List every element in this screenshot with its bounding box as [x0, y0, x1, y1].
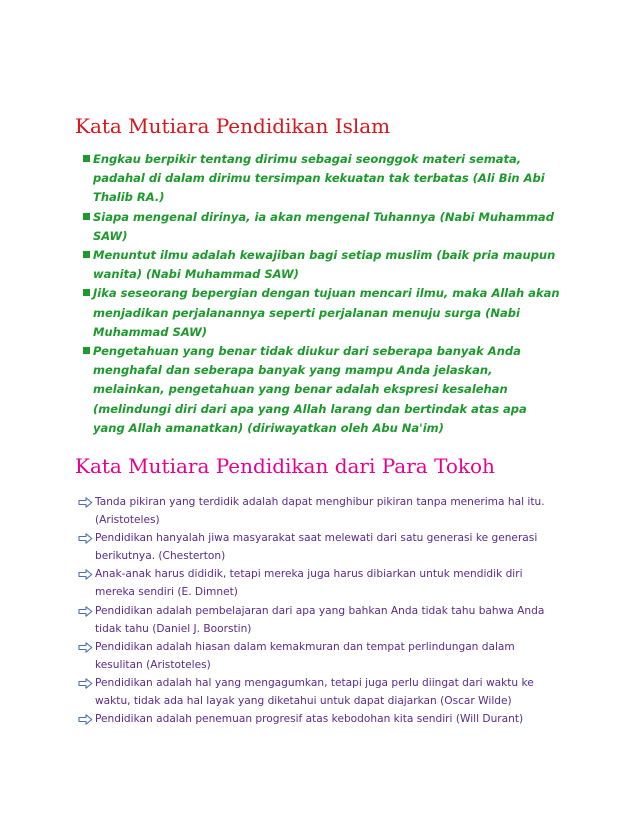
- list-item: [82, 246, 562, 284]
- quote-text: Pendidikan adalah hal yang mengagumkan, tetapi juga perlu diingat dari waktu ke waktu, tidak ada hal layak yang diketahui untuk dapat diajarkan (Oscar Wilde): [95, 676, 534, 708]
- quote-text: Jika seseorang bepergian dengan tujuan mencari ilmu, maka Allah akan menjadikan perjalanannya seperti perjalanan menuju surga (Nabi Muhammad SAW): [93, 286, 560, 339]
- quote-text: Pendidikan hanyalah jiwa masyarakat saat melewati dari satu generasi ke generasi berikutnya. (Chesterton): [95, 532, 538, 563]
- square-bullet-icon: [83, 251, 90, 258]
- list-item: [76, 638, 556, 674]
- section-title-tokoh: Kata Mutiara Pendidikan dari Para Tokoh: [75, 454, 495, 478]
- outline-arrow-right-icon: [78, 678, 93, 689]
- square-bullet-icon: [83, 347, 90, 354]
- quote-text: Pendidikan adalah hiasan dalam kemakmuran dan tempat perlindungan dalam kesulitan (Aristoteles): [95, 640, 515, 671]
- quote-text: Siapa mengenal dirinya, ia akan mengenal Tuhannya (Nabi Muhammad SAW): [93, 209, 554, 243]
- outline-arrow-right-icon: [78, 642, 93, 653]
- outline-arrow-right-icon: [78, 714, 93, 725]
- islam-quote-list: [82, 150, 562, 438]
- outline-arrow-right-icon: [78, 497, 93, 508]
- tokoh-quote-list: [76, 493, 556, 728]
- square-bullet-icon: [83, 155, 90, 162]
- list-item: [76, 493, 556, 529]
- quote-text: Pendidikan adalah pembelajaran dari apa yang bahkan Anda tidak tahu bahwa Anda tidak tahu (Daniel J. Boorstin): [95, 604, 545, 635]
- list-item: [76, 529, 556, 565]
- quote-text: Engkau berpikir tentang dirimu sebagai seonggok materi semata, padahal di dalam dirimu tersimpan kekuatan tak terbatas (Ali Bin Abi Thalib RA.): [93, 152, 545, 205]
- quote-text: Pendidikan adalah penemuan progresif atas kebodohan kita sendiri (Will Durant): [95, 713, 524, 726]
- list-item: [76, 602, 556, 638]
- quote-text: Tanda pikiran yang terdidik adalah dapat menghibur pikiran tanpa menerima hal itu. (Aristoteles): [95, 496, 545, 527]
- list-item: [76, 674, 556, 710]
- quote-text: Anak-anak harus dididik, tetapi mereka juga harus dibiarkan untuk mendidik diri mereka sendiri (E. Dimnet): [95, 568, 523, 599]
- list-item: [82, 150, 562, 208]
- outline-arrow-right-icon: [78, 569, 93, 580]
- list-item: [76, 565, 556, 601]
- list-item: [82, 208, 562, 246]
- list-item: [82, 284, 562, 342]
- square-bullet-icon: [83, 213, 90, 220]
- quote-text: Pengetahuan yang benar tidak diukur dari seberapa banyak Anda menghafal dan seberapa banyak yang mampu Anda jelaskan, melainkan, pengetahuan yang benar adalah ekspresi kesalehan (melindungi diri dari apa yang Allah larang dan bertindak atas apa yang Allah amanatkan) (diriwayatkan oleh Abu Na'im): [93, 344, 527, 435]
- list-item: [76, 710, 556, 728]
- square-bullet-icon: [83, 289, 90, 296]
- quote-text: Menuntut ilmu adalah kewajiban bagi setiap muslim (baik pria maupun wanita) (Nabi Muhammad SAW): [93, 248, 556, 282]
- outline-arrow-right-icon: [78, 533, 93, 544]
- section-title-islam: Kata Mutiara Pendidikan Islam: [75, 114, 391, 138]
- outline-arrow-right-icon: [78, 606, 93, 617]
- list-item: [82, 342, 562, 438]
